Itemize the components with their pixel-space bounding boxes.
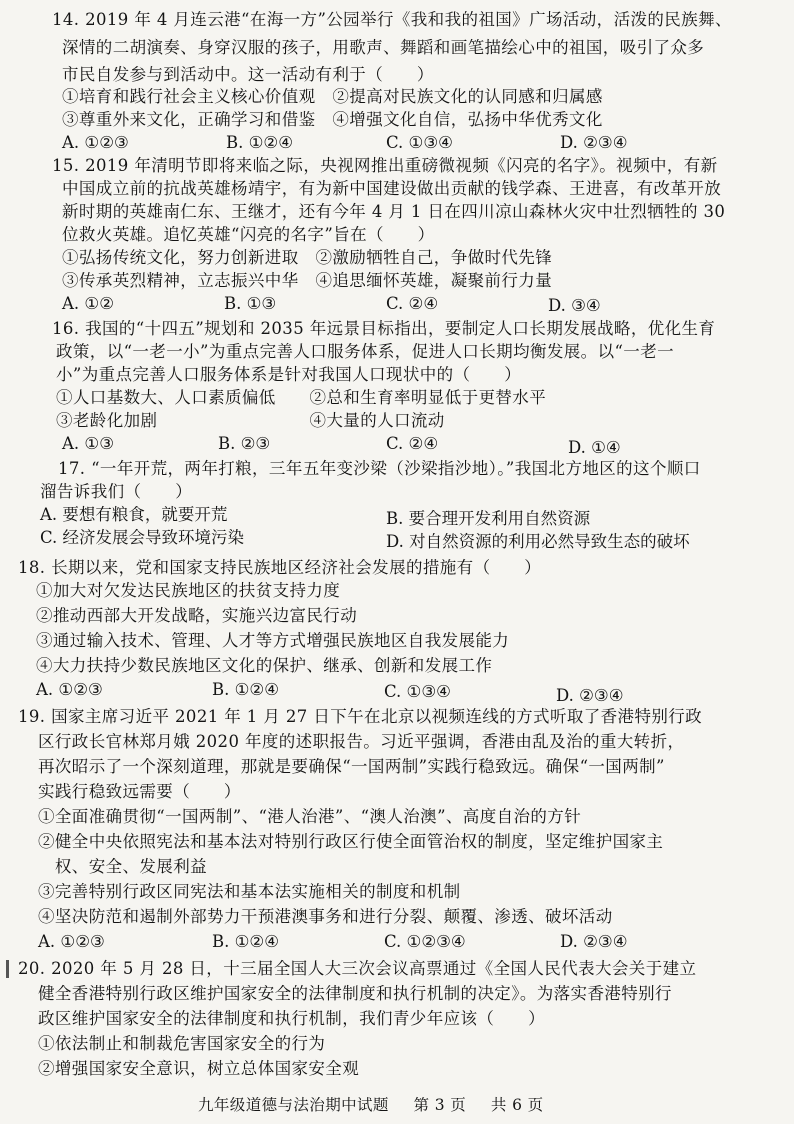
question-15-line: 新时期的英雄南仁东、王继才，还有今年 4 月 1 日在四川凉山森林火灾中壮烈牺牲的 30 <box>62 202 726 221</box>
question-18-line: 18. 长期以来，党和国家支持民族地区经济社会发展的措施有（ ） <box>18 558 542 577</box>
question-15-line: ①弘扬传统文化，努力创新进取 ②激励牺牲自己，争做时代先锋 <box>62 248 553 267</box>
question-16-line: 小”为重点完善人口服务体系是针对我国人口现状中的（ ） <box>56 365 522 384</box>
question-20-line: 政区维护国家安全的法律制度和执行机制，我们青少年应该（ ） <box>38 1009 545 1028</box>
question-14-line: 深情的二胡演奏、身穿汉服的孩子，用歌声、舞蹈和画笔描绘心中的祖国，吸引了众多 <box>62 38 705 57</box>
option-d: D. 对自然资源的利用必然导致生态的破坏 <box>386 532 690 551</box>
option-a: A. ①② <box>62 294 114 313</box>
option-d: D. ③④ <box>548 296 601 315</box>
option-c: C. ②④ <box>386 434 439 453</box>
option-a: A. ①②③ <box>38 932 105 951</box>
option-b: B. ①②④ <box>212 932 279 951</box>
option-d: D. ②③④ <box>560 932 628 951</box>
question-16-line: 16. 我国的“十四五”规划和 2035 年远景目标指出，要制定人口长期发展战略，优化生育 <box>52 319 716 338</box>
question-19-line: 区行政长官林郑月娥 2020 年度的述职报告。习近平强调，香港由乱及治的重大转折， <box>38 732 685 751</box>
question-17-line: 溜告诉我们（ ） <box>40 482 193 501</box>
option-b: B. 要合理开发利用自然资源 <box>386 509 591 528</box>
question-20-line: 20. 2020 年 5 月 28 日，十三届全国人大三次会议高票通过《全国人民代表大会关于建立 <box>18 959 697 978</box>
question-16-line: ③老龄化加剧 ④大量的人口流动 <box>56 411 445 430</box>
question-19-line: ①全面准确贯彻“一国两制”、“港人治港”、“澳人治澳”、高度自治的方针 <box>38 807 582 826</box>
page-footer <box>198 1094 544 1116</box>
question-16-line: 政策，以“一老一小”为重点完善人口服务体系，促进人口长期均衡发展。以“一老一 <box>56 342 675 361</box>
option-d: D. ②③④ <box>556 686 624 705</box>
footer-title: 九年级道德与法治期中试题 <box>198 1096 389 1114</box>
scan-margin-mark <box>6 960 9 978</box>
question-16-line: ①人口基数大、人口素质偏低 ②总和生育率明显低于更替水平 <box>56 388 547 407</box>
question-20-line: 健全香港特别行政区维护国家安全的法律制度和执行机制的决定》。为落实香港特别行 <box>38 984 672 1003</box>
question-14-line: 市民自发参与到活动中。这一活动有利于（ ） <box>62 65 434 84</box>
question-19-line: 再次昭示了一个深刻道理，那就是要确保“一国两制”实践行稳致远。确保“一国两制” <box>38 757 665 776</box>
question-18-line: ③通过输入技术、管理、人才等方式增强民族地区自我发展能力 <box>36 631 510 650</box>
option-a: A. ①③ <box>62 434 114 453</box>
question-17-line: 17. “一年开荒，两年打粮，三年五年变沙梁（沙梁指沙地）。”我国北方地区的这个顺口 <box>58 459 701 478</box>
question-20-line: ①依法制止和制裁危害国家安全的行为 <box>38 1034 326 1053</box>
question-14-line: ③尊重外来文化，正确学习和借鉴 ④增强文化自信，弘扬中华优秀文化 <box>62 110 603 129</box>
option-b: B. ①②④ <box>226 133 293 152</box>
question-19-line: ④坚决防范和遏制外部势力干预港澳事务和进行分裂、颠覆、渗透、破坏活动 <box>38 907 613 926</box>
option-a: A. ①②③ <box>62 133 129 152</box>
footer-page-total: 共 6 页 <box>490 1096 544 1114</box>
question-15-line: 位救火英雄。追忆英雄“闪亮的名字”旨在（ ） <box>62 225 435 244</box>
question-15-line: ③传承英烈精神，立志振兴中华 ④追思缅怀英雄，凝聚前行力量 <box>62 271 553 290</box>
question-18-line: ①加大对欠发达民族地区的扶贫支持力度 <box>36 581 341 600</box>
option-a: A. ①②③ <box>36 680 103 699</box>
option-c: C. 经济发展会导致环境污染 <box>40 528 245 547</box>
question-19-line: 权、安全、发展利益 <box>38 857 207 876</box>
question-19-line: 实践行稳致远需要（ ） <box>38 782 241 801</box>
question-19-line: ③完善特别行政区同宪法和基本法实施相关的制度和机制 <box>38 882 461 901</box>
question-19-line: 19. 国家主席习近平 2021 年 1 月 27 日下午在北京以视频连线的方式听取了香港特别行政 <box>18 707 703 726</box>
option-d: D. ②③④ <box>560 133 628 152</box>
option-a: A. 要想有粮食，就要开荒 <box>40 505 228 524</box>
option-c: C. ①③④ <box>384 682 451 701</box>
question-18-line: ④大力扶持少数民族地区文化的保护、继承、创新和发展工作 <box>36 656 493 675</box>
option-c: C. ②④ <box>386 294 439 313</box>
option-b: B. ②③ <box>218 434 271 453</box>
question-14-line: ①培育和践行社会主义核心价值观 ②提高对民族文化的认同感和归属感 <box>62 87 603 106</box>
question-15-line: 15. 2019 年清明节即将来临之际，央视网推出重磅微视频《闪亮的名字》。视频中，有新 <box>52 156 718 175</box>
option-b: B. ①②④ <box>212 680 279 699</box>
option-b: B. ①③ <box>224 294 277 313</box>
question-19-line: ②健全中央依照宪法和基本法对特别行政区行使全面管治权的制度，坚定维护国家主 <box>38 832 664 851</box>
option-c: C. ①③④ <box>386 133 453 152</box>
question-20-line: ②增强国家安全意识，树立总体国家安全观 <box>38 1059 360 1078</box>
footer-page-number: 第 3 页 <box>413 1096 467 1114</box>
question-14-line: 14. 2019 年 4 月连云港“在海一方”公园举行《我和我的祖国》广场活动，活泼的民族舞、 <box>52 10 732 29</box>
question-18-line: ②推动西部大开发战略，实施兴边富民行动 <box>36 606 358 625</box>
question-15-line: 中国成立前的抗战英雄杨靖宇，有为新中国建设做出贡献的钱学森、王进喜，有改革开放 <box>62 179 722 198</box>
option-d: D. ①④ <box>568 438 621 457</box>
option-c: C. ①②③④ <box>384 932 466 951</box>
